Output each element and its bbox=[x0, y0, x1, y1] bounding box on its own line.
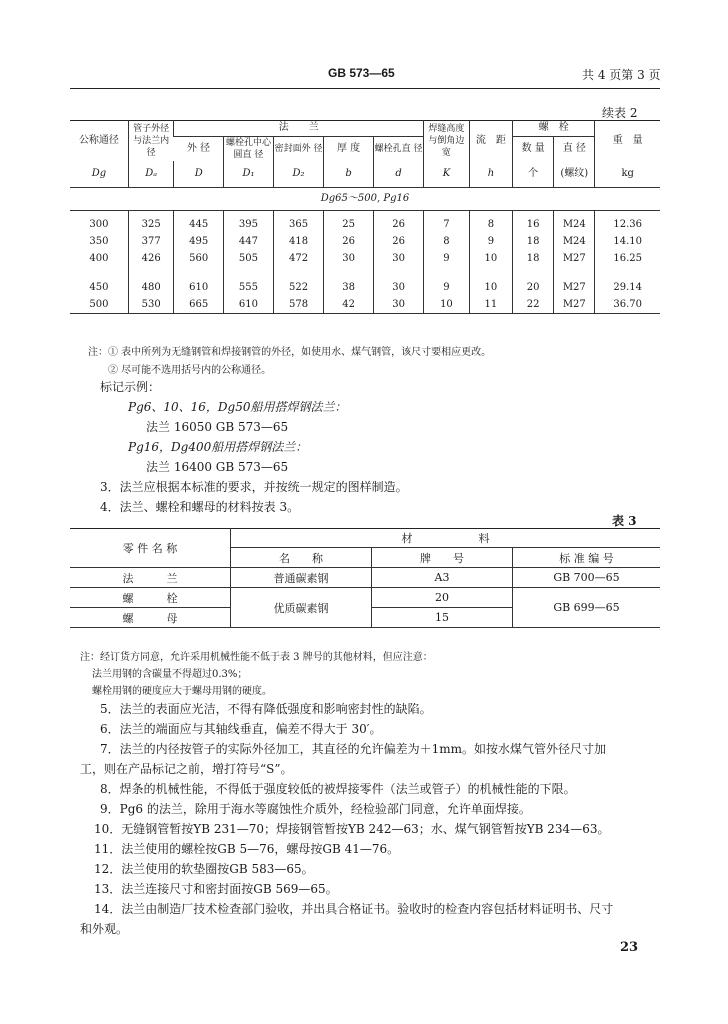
cell: 29.14 bbox=[595, 279, 660, 296]
cell: 578 bbox=[274, 296, 324, 314]
unit-cell: K bbox=[424, 161, 470, 187]
cell: 365 bbox=[274, 216, 324, 233]
th-grade: 牌 号 bbox=[372, 548, 513, 568]
clause-4: 4．法兰、螺栓和螺母的材料按表 3。 bbox=[100, 500, 300, 514]
clause-10: 10．无缝钢管暂按YB 231—70；焊接钢管暂按YB 242—63；水、煤气钢管暂按YB 234—63。 bbox=[94, 822, 610, 836]
cell: 42 bbox=[324, 296, 374, 314]
cell: 30 bbox=[374, 250, 424, 267]
cell: 472 bbox=[274, 250, 324, 267]
cell: 522 bbox=[274, 279, 324, 296]
cell: 22 bbox=[513, 296, 554, 314]
cell: 395 bbox=[223, 216, 273, 233]
marking-line: Pg16，Dg400船用搭焊钢法兰： bbox=[128, 440, 308, 454]
cell: 7 bbox=[424, 216, 470, 233]
cell: 445 bbox=[174, 216, 223, 233]
material-name-cell: 普通碳素钢 bbox=[231, 568, 372, 588]
cell: 350 bbox=[89, 235, 109, 247]
clause-14: 14．法兰由制造厂技术检查部门验收，并出具合格证书。验收时的检查内容包括材料证明书、尺寸 bbox=[94, 902, 614, 916]
cell: 10 bbox=[469, 279, 512, 296]
marking-line: 法兰 16400 GB 573—65 bbox=[146, 460, 289, 474]
grade-cell: 20 bbox=[372, 588, 513, 608]
table2-caption: 续表 2 bbox=[602, 106, 638, 120]
th-bolt-hole: 螺栓孔直 径 bbox=[374, 137, 424, 162]
cell: 560 bbox=[174, 250, 223, 267]
th-outer-diam: 外 径 bbox=[186, 143, 211, 154]
th-material: 材 料 bbox=[231, 528, 661, 548]
th-part-name: 零 件 名 称 bbox=[70, 528, 231, 568]
clause-13: 13．法兰连接尺寸和密封面按GB 569—65。 bbox=[94, 882, 338, 896]
cell: M27 bbox=[554, 296, 595, 314]
cell: 18 bbox=[513, 233, 554, 250]
cell: 36.70 bbox=[595, 296, 660, 314]
th-bolt-circle: 螺栓孔中心圆直 径 bbox=[223, 137, 273, 162]
unit-cell: D₂ bbox=[274, 161, 324, 187]
unit-cell: d bbox=[374, 161, 424, 187]
part-cell: 螺 栓 bbox=[70, 588, 231, 608]
pressure-band: Dg65～500, Pg16 bbox=[70, 187, 660, 210]
part-cell: 法 兰 bbox=[70, 568, 231, 588]
table3-note: 螺栓用钢的硬度应大于螺母用钢的硬度。 bbox=[92, 686, 272, 697]
cell: 8 bbox=[469, 216, 512, 233]
cell: 377 bbox=[128, 233, 174, 250]
unit-cell: D₁ bbox=[223, 161, 273, 187]
clause-3: 3．法兰应根据本标准的要求，并按统一规定的图样制造。 bbox=[100, 480, 408, 494]
cell: 10 bbox=[469, 250, 512, 267]
table-row bbox=[70, 296, 660, 314]
table2 bbox=[70, 120, 660, 314]
marking-title: 标记示例： bbox=[100, 380, 161, 394]
table-row bbox=[70, 250, 660, 267]
cell: 8 bbox=[424, 233, 470, 250]
cell: 9 bbox=[424, 279, 470, 296]
cell: M24 bbox=[554, 233, 595, 250]
table3 bbox=[70, 528, 660, 628]
standard-cell: GB 699—65 bbox=[513, 588, 661, 628]
material-name-cell: 优质碳素钢 bbox=[231, 588, 372, 628]
table-row bbox=[70, 279, 660, 296]
clause-9: 9．Pg6 的法兰，除用于海水等腐蚀性介质外，经检验部门同意，允许单面焊接。 bbox=[100, 802, 531, 816]
table-row bbox=[70, 568, 660, 588]
cell: 26 bbox=[324, 233, 374, 250]
cell: 325 bbox=[128, 216, 174, 233]
cell: 26 bbox=[374, 233, 424, 250]
cell: 18 bbox=[513, 250, 554, 267]
cell: 530 bbox=[128, 296, 174, 314]
th-seal-face: 密封面外 径 bbox=[274, 137, 324, 162]
unit-cell: kg bbox=[595, 161, 660, 187]
cell: 610 bbox=[223, 296, 273, 314]
th-pipe-od: 管子外径与法兰内径 bbox=[128, 120, 174, 161]
unit-cell: 个 bbox=[513, 161, 554, 187]
clause-7: 7．法兰的内径按管子的实际外径加工，其直径的允许偏差为＋1mm。如按水煤气管外径尺寸加 bbox=[100, 742, 607, 756]
cell: 9 bbox=[424, 250, 470, 267]
cell: 426 bbox=[128, 250, 174, 267]
table3-header-row bbox=[70, 528, 660, 548]
cell: 20 bbox=[513, 279, 554, 296]
page-number: 23 bbox=[620, 940, 639, 955]
cell: 9 bbox=[469, 233, 512, 250]
clause-5: 5．法兰的表面应光洁，不得有降低强度和影响密封性的缺陷。 bbox=[100, 702, 432, 716]
cell: M24 bbox=[554, 216, 595, 233]
clause-11: 11．法兰使用的螺栓按GB 5—76，螺母按GB 41—76。 bbox=[94, 842, 400, 856]
part-cell: 螺 母 bbox=[70, 608, 231, 628]
header-rule bbox=[70, 88, 660, 89]
cell: 447 bbox=[223, 233, 273, 250]
cell: 38 bbox=[324, 279, 374, 296]
clause-7-cont: 工，则在产品标记之前，增打符号“S”。 bbox=[80, 762, 293, 776]
table2-gap-row bbox=[70, 267, 660, 279]
th-flange: 法 兰 bbox=[174, 120, 424, 137]
cell: 505 bbox=[223, 250, 273, 267]
cell: 495 bbox=[174, 233, 223, 250]
th-diameter: 直 径 bbox=[554, 137, 595, 162]
unit-cell: (螺纹) bbox=[554, 161, 595, 187]
cell: 418 bbox=[274, 233, 324, 250]
cell: 25 bbox=[324, 216, 374, 233]
unit-cell: b bbox=[324, 161, 374, 187]
cell: 16 bbox=[513, 216, 554, 233]
standard-cell: GB 700—65 bbox=[513, 568, 661, 588]
table2-unit-row bbox=[70, 161, 660, 187]
clause-14-cont: 和外观。 bbox=[80, 922, 129, 936]
unit-cell: Dg bbox=[70, 161, 128, 187]
th-bolt: 螺 栓 bbox=[513, 120, 595, 137]
table3-note: 法兰用钢的含碳量不得超过0.3%； bbox=[92, 669, 248, 680]
cell: M27 bbox=[554, 279, 595, 296]
clause-8: 8．焊条的机械性能，不得低于强度较低的被焊接零件（法兰或管子）的机械性能的下限。 bbox=[100, 782, 576, 796]
marking-line: Pg6、10、16，Dg50船用搭焊钢法兰： bbox=[128, 400, 347, 414]
cell: 400 bbox=[89, 252, 109, 264]
cell: 10 bbox=[424, 296, 470, 314]
cell: 12.36 bbox=[595, 216, 660, 233]
th-nominal-bore: 公称通径 bbox=[78, 134, 119, 146]
table-row bbox=[70, 216, 660, 233]
table3-caption: 表 3 bbox=[612, 514, 637, 528]
unit-cell: Dₐ bbox=[128, 161, 174, 187]
table2-note-2: ② 尽可能不选用括号内的公称通径。 bbox=[108, 365, 272, 376]
th-standard-no: 标 准 编 号 bbox=[513, 548, 661, 568]
table2-note-1: 注：① 表中所列为无缝钢管和焊接钢管的外径，如使用水、煤气钢管，该尺寸要相应更改。 bbox=[88, 347, 492, 358]
standard-code: GB 573—65 bbox=[328, 66, 395, 80]
cell: 500 bbox=[70, 296, 128, 314]
marking-line: 法兰 16050 GB 573—65 bbox=[146, 420, 289, 434]
clause-12: 12．法兰使用的软垫圈按GB 583—65。 bbox=[94, 862, 314, 876]
unit-cell: h bbox=[469, 161, 512, 187]
clause-6: 6．法兰的端面应与其轴线垂直，偏差不得大于 30′。 bbox=[100, 722, 382, 736]
cell: 30 bbox=[374, 296, 424, 314]
grade-cell: 15 bbox=[372, 608, 513, 628]
cell: 14.10 bbox=[595, 233, 660, 250]
cell: 11 bbox=[469, 296, 512, 314]
table2-header-row bbox=[70, 120, 660, 137]
cell: 665 bbox=[174, 296, 223, 314]
cell: 300 bbox=[89, 218, 109, 230]
table3-note: 注：经订货方同意，允许采用机械性能不低于表 3 牌号的其他材料，但应注意： bbox=[80, 652, 433, 663]
cell: 30 bbox=[324, 250, 374, 267]
table-row bbox=[70, 233, 660, 250]
cell: 30 bbox=[374, 279, 424, 296]
th-flow-dist: 流 距 bbox=[469, 120, 512, 161]
th-thickness: 厚 度 bbox=[324, 137, 374, 162]
th-name: 名 称 bbox=[231, 548, 372, 568]
cell: 610 bbox=[174, 279, 223, 296]
cell: M27 bbox=[554, 250, 595, 267]
cell: 555 bbox=[223, 279, 273, 296]
table2-band-row bbox=[70, 187, 660, 210]
th-quantity: 数 量 bbox=[513, 137, 554, 162]
th-weld-height: 焊缝高度与倒角边宽 bbox=[424, 120, 470, 161]
unit-cell: D bbox=[174, 161, 223, 187]
cell: 26 bbox=[374, 216, 424, 233]
th-weight: 重 量 bbox=[595, 120, 660, 161]
page-count: 共 4 页第 3 页 bbox=[582, 68, 661, 82]
table-row bbox=[70, 588, 660, 608]
grade-cell: A3 bbox=[372, 568, 513, 588]
cell: 16.25 bbox=[595, 250, 660, 267]
cell: 480 bbox=[128, 279, 174, 296]
cell: 450 bbox=[89, 281, 109, 293]
